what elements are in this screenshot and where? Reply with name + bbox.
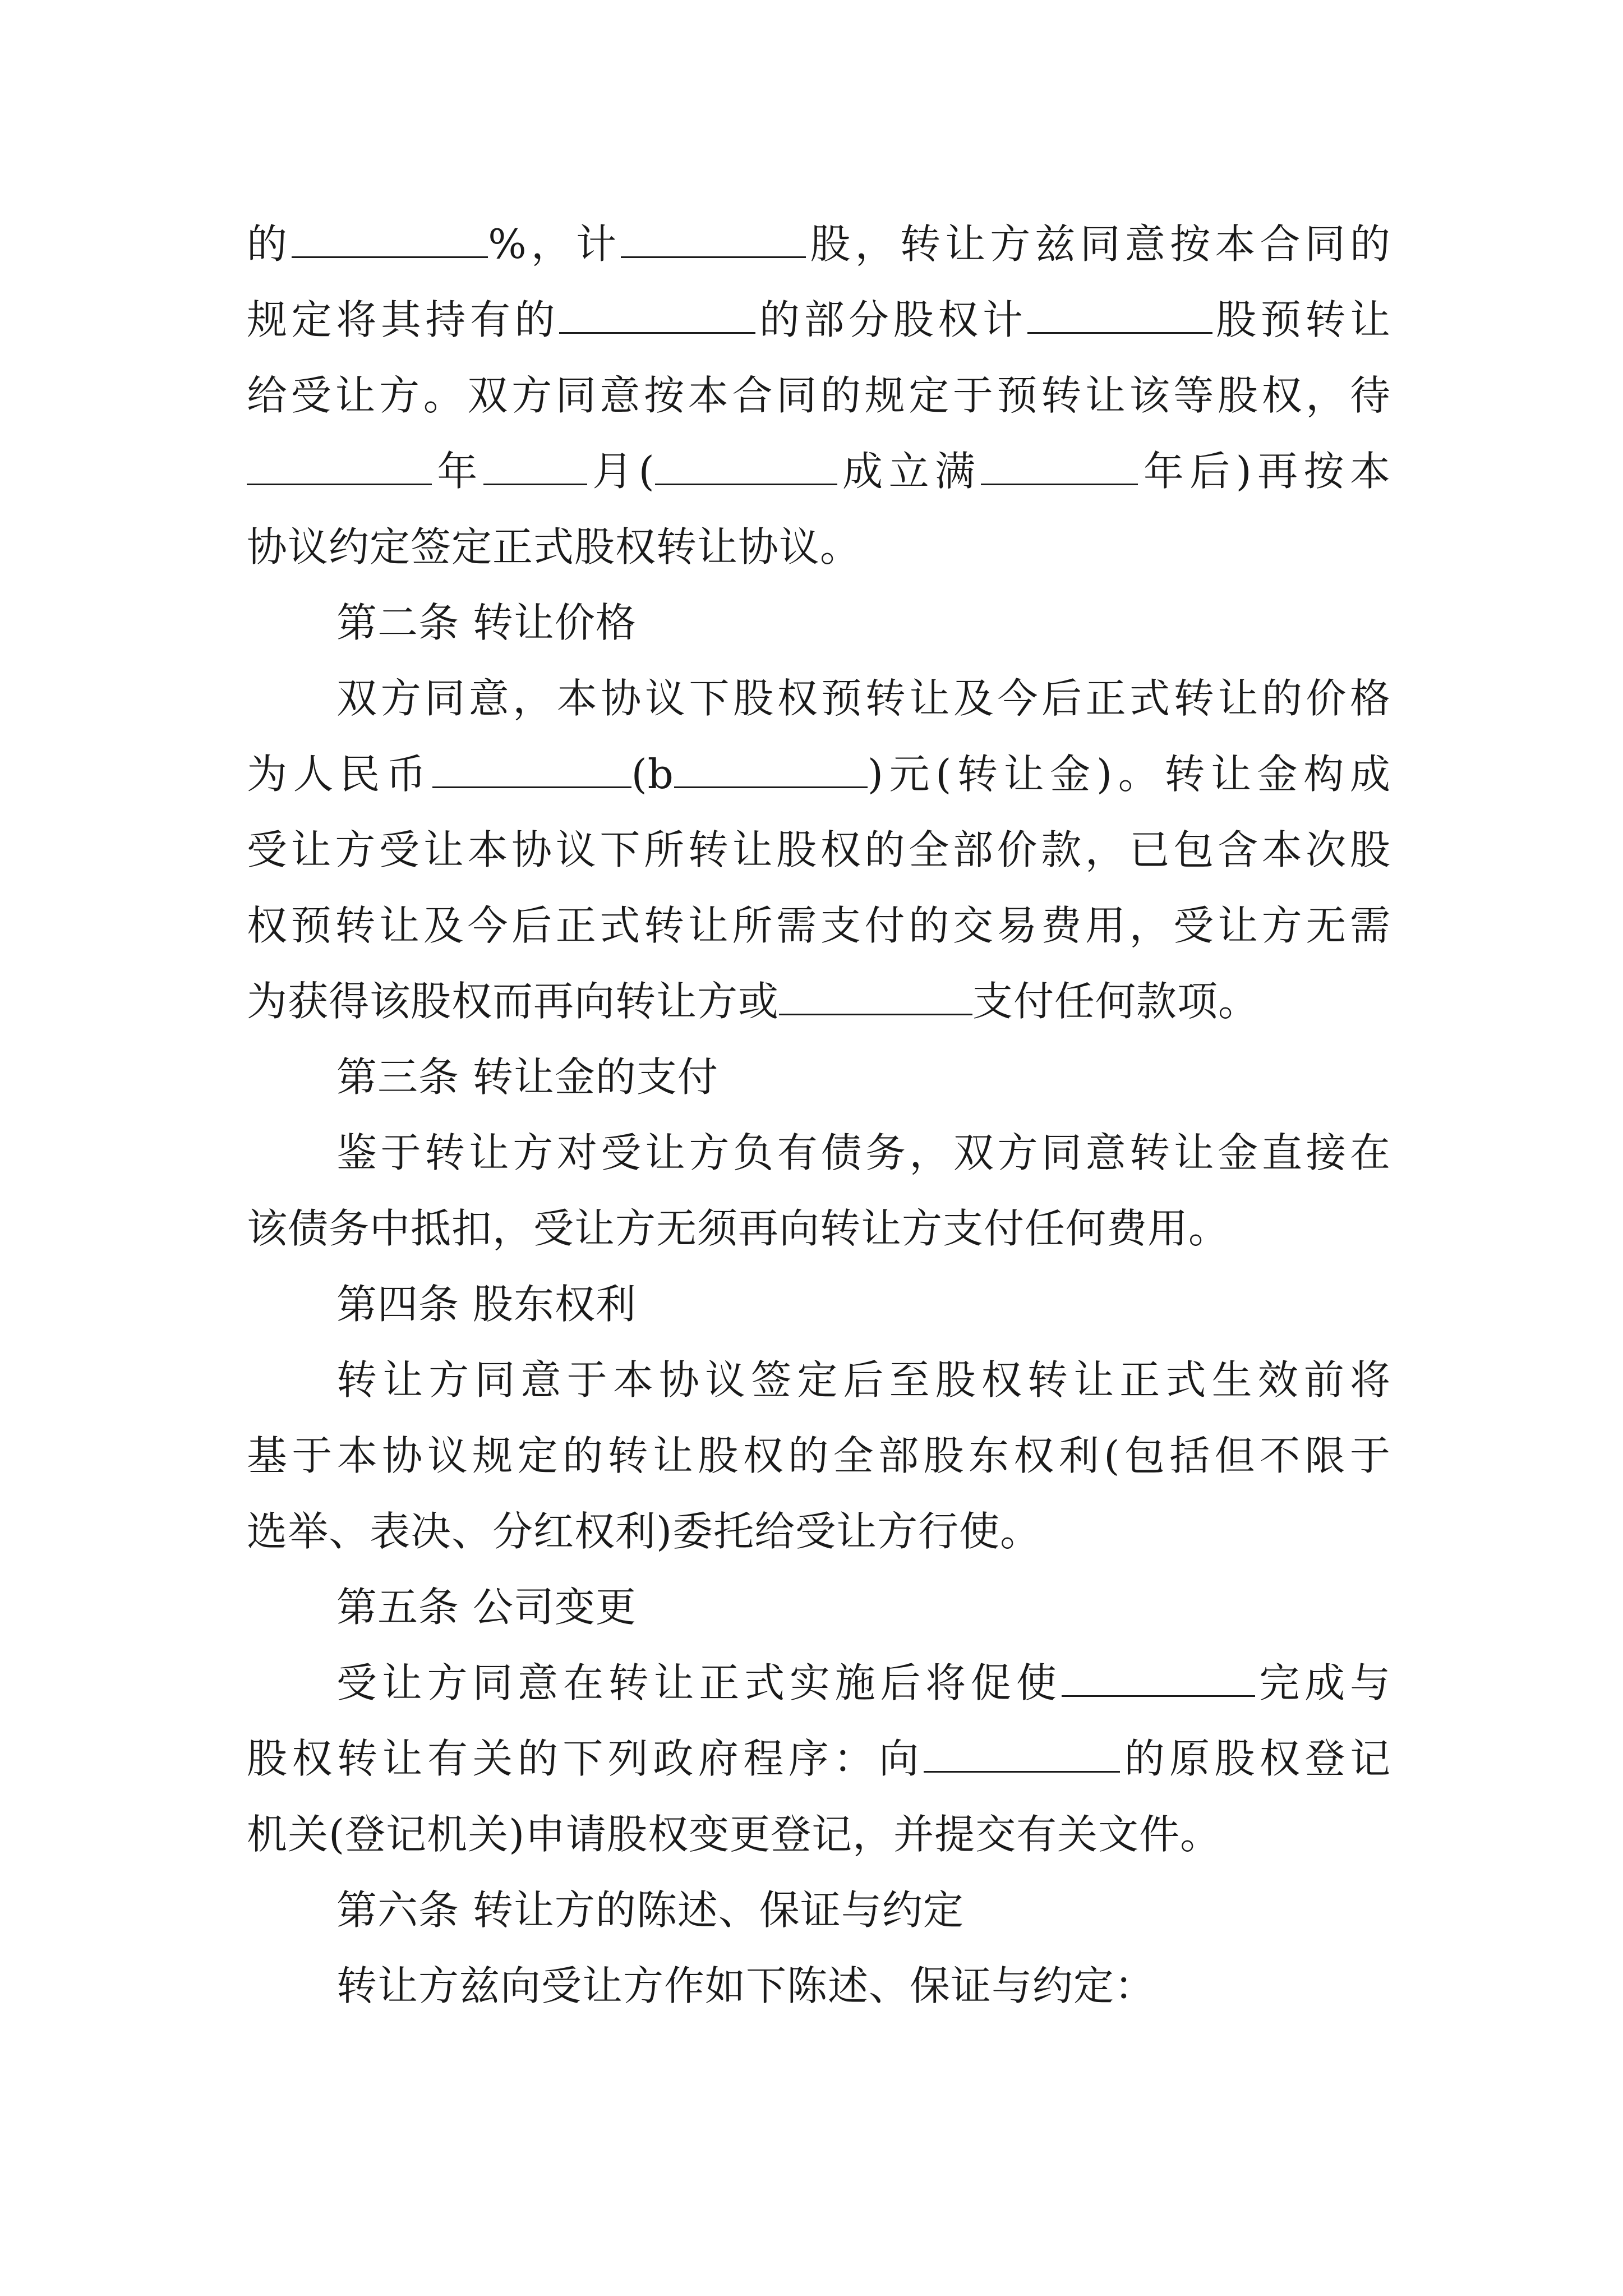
text-line: 机关(登记机关)申请股权变更登记，并提交有关文件。 xyxy=(247,1811,1221,1858)
fill-in-blank[interactable] xyxy=(981,449,1138,485)
fill-in-blank[interactable] xyxy=(559,297,755,334)
fill-in-blank[interactable] xyxy=(779,979,972,1015)
section-heading: 第六条 转让方的陈述、保证与约定 xyxy=(336,1887,964,1934)
text-line xyxy=(247,440,1391,502)
text-line: 转让方兹向受让方作如下陈述、保证与约定： xyxy=(336,1962,1156,2009)
text-line: 受让方受让本协议下所转让股权的全部价款，已包含本次股 xyxy=(247,826,1391,873)
text-run: 年后)再按本 xyxy=(1138,448,1391,495)
text-run: 的 xyxy=(247,220,292,268)
text-line xyxy=(247,1728,1391,1789)
text-run: 股，转让方兹同意按本合同的 xyxy=(806,220,1391,268)
text-run: )元(转让金)。转让金构成 xyxy=(867,751,1391,798)
text-line xyxy=(247,289,1391,351)
text-line: 选举、表决、分红权利)委托给受让方行使。 xyxy=(247,1508,1041,1555)
text-line: 权预转让及今后正式转让所需支付的交易费用，受让方无需 xyxy=(247,902,1391,949)
text-run: 的部分股权计 xyxy=(755,296,1027,343)
text-run: 股权转让有关的下列政府程序：向 xyxy=(247,1735,924,1782)
fill-in-blank[interactable] xyxy=(674,752,868,788)
text-run: 为获得该股权而再向转让方或 xyxy=(247,978,780,1025)
text-run: 规定将其持有的 xyxy=(247,296,560,343)
section-heading: 第二条 转让价格 xyxy=(336,599,637,646)
text-run: (b xyxy=(631,751,674,798)
text-run: 成立满 xyxy=(837,448,981,495)
text-run: 支付任何款项。 xyxy=(972,978,1260,1025)
text-run: 年 xyxy=(432,448,483,495)
text-line: 给受让方。双方同意按本合同的规定于预转让该等股权，待 xyxy=(247,372,1391,419)
text-run: %，计 xyxy=(488,220,621,268)
text-run: 月( xyxy=(587,448,655,495)
text-run: 为人民币 xyxy=(247,751,432,798)
text-line: 双方同意，本协议下股权预转让及今后正式转让的价格 xyxy=(336,675,1391,722)
section-heading: 第三条 转让金的支付 xyxy=(336,1053,718,1101)
fill-in-blank[interactable] xyxy=(483,449,587,485)
text-line: 转让方同意于本协议签定后至股权转让正式生效前将 xyxy=(336,1356,1391,1404)
fill-in-blank[interactable] xyxy=(1027,297,1212,334)
section-heading: 第四条 股东权利 xyxy=(336,1281,637,1328)
fill-in-blank[interactable] xyxy=(924,1736,1120,1773)
section-heading: 第五条 公司变更 xyxy=(336,1584,637,1631)
fill-in-blank[interactable] xyxy=(432,752,631,788)
text-run: 的原股权登记 xyxy=(1120,1735,1391,1782)
fill-in-blank[interactable] xyxy=(621,222,806,258)
fill-in-blank[interactable] xyxy=(292,222,488,258)
text-line xyxy=(247,970,1259,1032)
fill-in-blank[interactable] xyxy=(655,449,837,485)
text-line xyxy=(247,743,1391,805)
text-line: 鉴于转让方对受让方负有债务，双方同意转让金直接在 xyxy=(336,1129,1391,1176)
text-line: 协议约定签定正式股权转让协议。 xyxy=(247,523,861,570)
text-line: 该债务中抵扣，受让方无须再向转让方支付任何费用。 xyxy=(247,1205,1230,1252)
fill-in-blank[interactable] xyxy=(247,449,432,485)
text-run: 股预转让 xyxy=(1212,296,1391,343)
text-line xyxy=(247,213,1391,275)
text-line: 基于本协议规定的转让股权的全部股东权利(包括但不限于 xyxy=(247,1432,1391,1479)
fill-in-blank[interactable] xyxy=(1062,1660,1255,1697)
text-run: 完成与 xyxy=(1255,1659,1391,1706)
text-line xyxy=(247,1652,1391,1714)
text-run: 受让方同意在转让正式实施后将促使 xyxy=(336,1659,1062,1706)
